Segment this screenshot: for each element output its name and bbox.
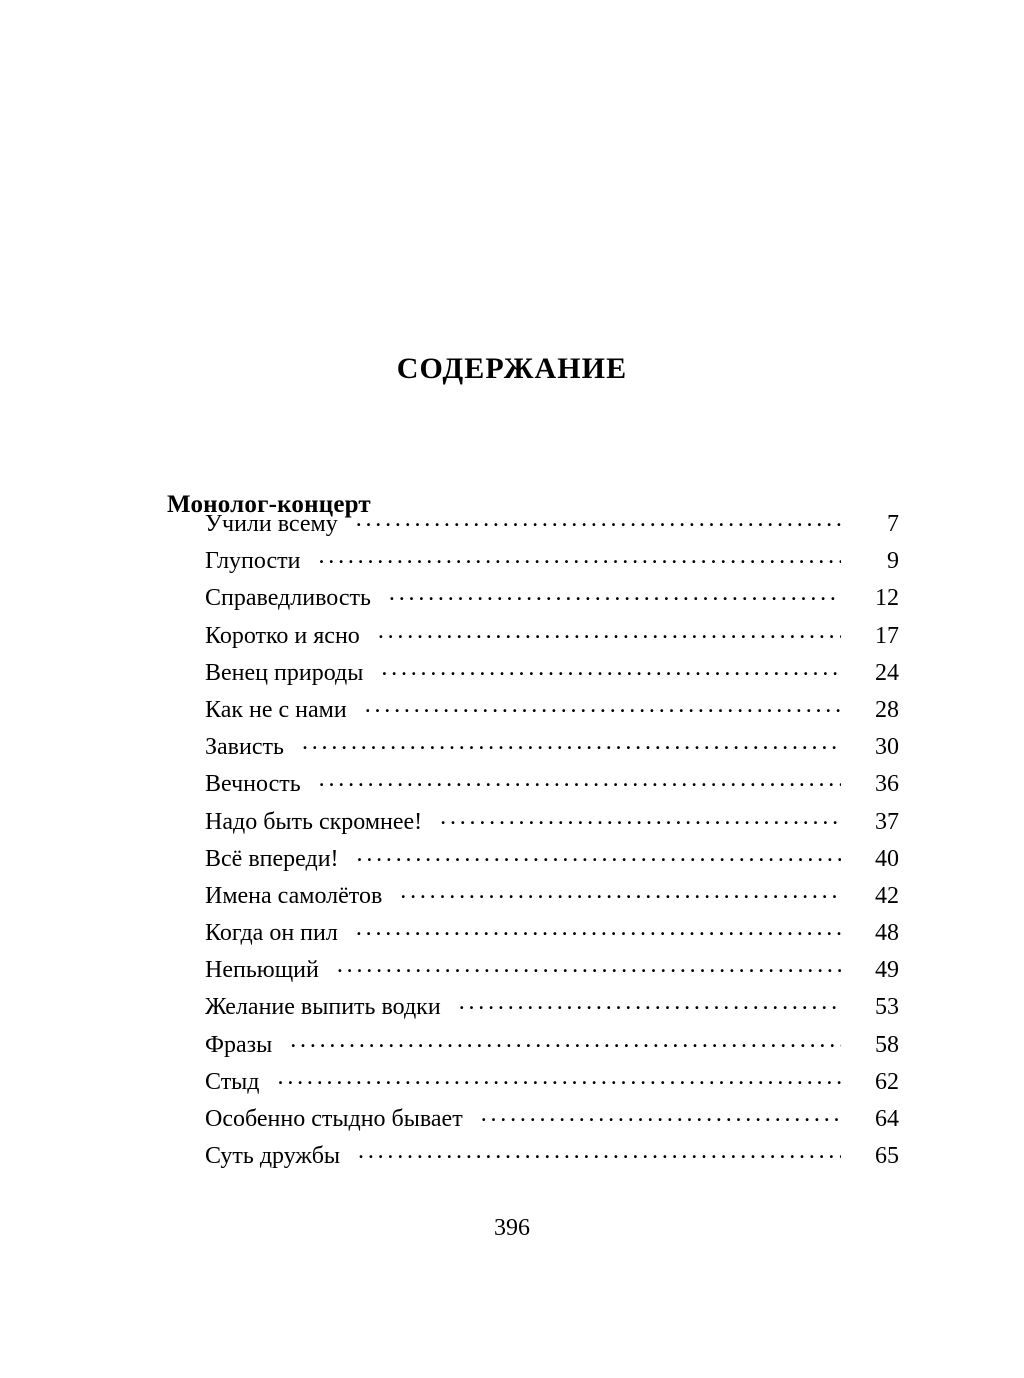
toc-dot-leader	[357, 842, 841, 866]
toc-entry-label: Вечность	[205, 771, 301, 798]
toc-entry-label: Непьющий	[205, 957, 319, 984]
toc-entry-label: Венец природы	[205, 659, 364, 686]
toc-entry-page-number: 9	[887, 548, 899, 575]
toc-entry[interactable]	[205, 766, 899, 803]
toc-dot-leader	[358, 1139, 841, 1163]
toc-entry-page-number: 40	[875, 845, 899, 872]
toc-dot-leader	[278, 1065, 841, 1089]
toc-entry-page-number: 30	[875, 734, 899, 761]
toc-entry[interactable]	[205, 878, 899, 915]
toc-entry[interactable]	[205, 989, 899, 1026]
toc-entry[interactable]	[205, 1027, 899, 1064]
toc-entry-page-number: 17	[875, 622, 899, 649]
toc-entry[interactable]	[205, 543, 899, 580]
toc-entry-page-number: 28	[875, 696, 899, 723]
toc-entry-label: Как не с нами	[205, 696, 347, 723]
toc-entry[interactable]	[205, 804, 899, 841]
toc-entry[interactable]	[205, 580, 899, 617]
toc-entry-page-number: 42	[875, 882, 899, 909]
toc-entry-label: Зависть	[205, 734, 284, 761]
toc-dot-leader	[356, 507, 841, 531]
toc-dot-leader	[290, 1028, 841, 1052]
toc-dot-leader	[459, 990, 841, 1014]
toc-entry-label: Фразы	[205, 1031, 273, 1058]
toc-entry-label: Коротко и ясно	[205, 622, 360, 649]
toc-entry[interactable]	[205, 1138, 899, 1175]
toc-entry-page-number: 49	[875, 957, 899, 984]
toc-dot-leader	[337, 953, 841, 977]
toc-entry-page-number: 64	[875, 1106, 899, 1132]
toc-entry[interactable]	[205, 729, 899, 766]
toc-entry-page-number: 58	[875, 1031, 899, 1058]
toc-dot-leader	[400, 879, 841, 903]
toc-entry-label: Особенно стыдно бывает	[205, 1106, 463, 1132]
toc-entry[interactable]	[205, 1101, 899, 1138]
toc-entry-page-number: 65	[875, 1143, 899, 1170]
toc-entry-page-number: 62	[875, 1068, 899, 1095]
toc-entry-page-number: 53	[875, 994, 899, 1021]
toc-entry-label: Желание выпить водки	[205, 994, 441, 1021]
toc-entry-label: Имена самолётов	[205, 882, 383, 909]
toc-entry[interactable]	[205, 841, 899, 878]
toc-dot-leader	[302, 730, 841, 754]
toc-entry-label: Надо быть скромнее!	[205, 808, 423, 835]
page-title: СОДЕРЖАНИЕ	[396, 352, 628, 386]
toc-entry-page-number: 12	[875, 585, 899, 612]
toc-entry[interactable]	[205, 952, 899, 989]
toc-entry-label: Когда он пил	[205, 920, 338, 947]
toc-dot-leader	[318, 544, 841, 568]
toc-dot-leader	[381, 656, 841, 680]
section-header-monolog-koncert: Монолог-концерт	[167, 490, 371, 518]
toc-entry-page-number: 36	[875, 771, 899, 798]
toc-entry[interactable]	[205, 618, 899, 655]
toc-entry-page-number: 37	[875, 808, 899, 835]
toc-entry-page-number: 48	[875, 920, 899, 947]
toc-entry-page-number: 24	[875, 659, 899, 686]
toc-entry[interactable]	[205, 1064, 899, 1101]
toc-entry[interactable]	[205, 655, 899, 692]
footer-page-number: 396	[494, 1215, 530, 1241]
toc-dot-leader	[440, 805, 841, 829]
toc-dot-leader	[365, 693, 841, 717]
toc-entry[interactable]	[205, 506, 899, 543]
toc-entry-label: Всё впереди!	[205, 845, 339, 872]
toc-dot-leader	[389, 581, 841, 605]
toc-entry-label: Учили всему	[205, 511, 338, 537]
toc-entry-label: Стыд	[205, 1068, 260, 1095]
toc-entry-label: Глупости	[205, 548, 301, 575]
toc-dot-leader	[481, 1102, 841, 1126]
toc-entry[interactable]	[205, 915, 899, 952]
toc-dot-leader	[378, 619, 841, 643]
toc-entry[interactable]	[205, 692, 899, 729]
toc-entry-list	[205, 506, 899, 1175]
toc-dot-leader	[319, 767, 841, 791]
toc-dot-leader	[356, 916, 841, 940]
toc-entry-label: Суть дружбы	[205, 1143, 341, 1170]
toc-entry-label: Справедливость	[205, 585, 371, 612]
toc-entry-page-number: 7	[887, 511, 899, 537]
